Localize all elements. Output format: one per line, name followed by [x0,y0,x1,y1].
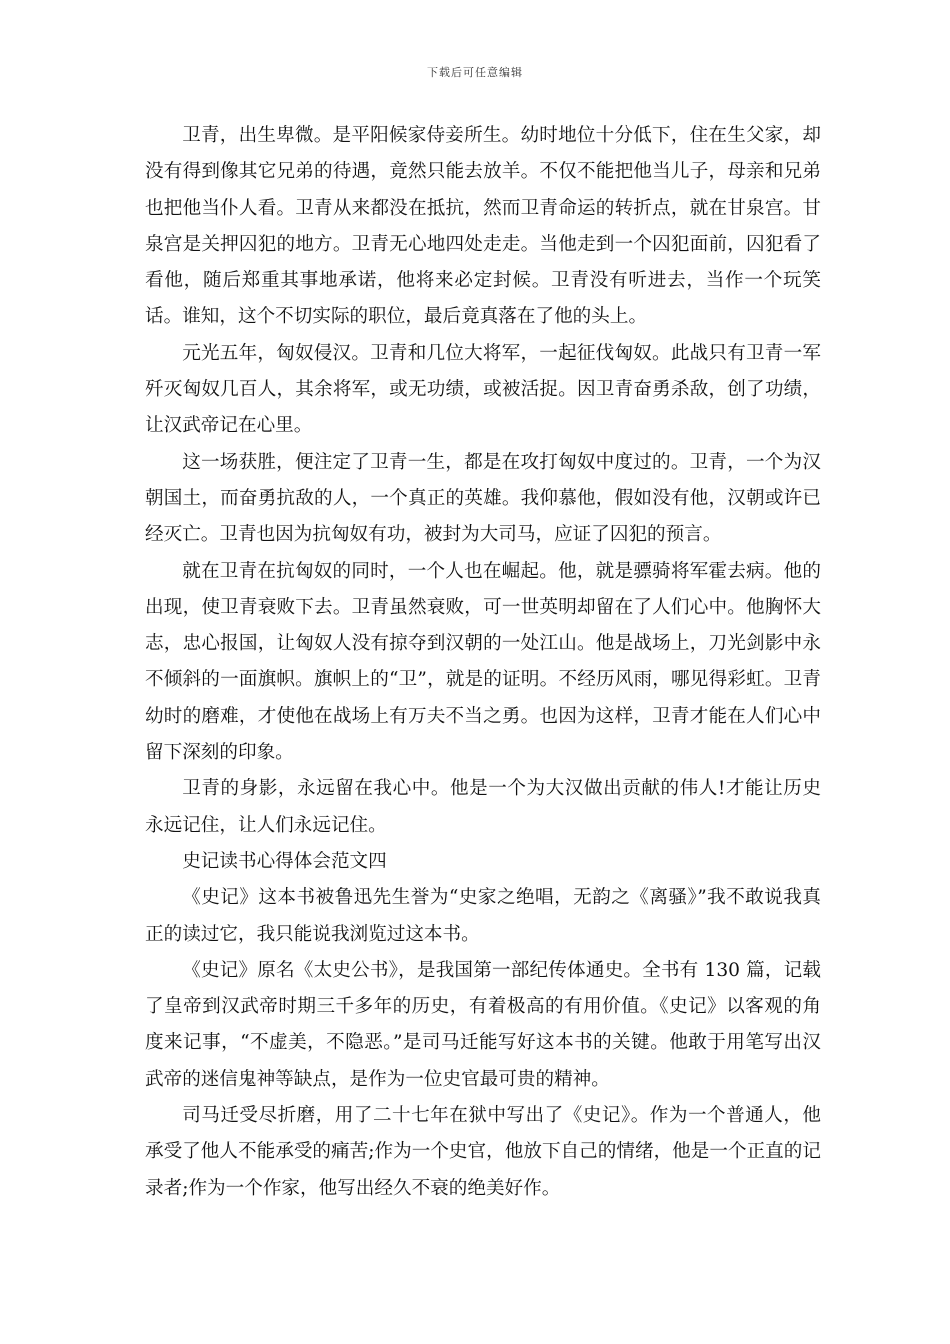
paragraph-weiqing-birth: 卫青，出生卑微。是平阳候家侍妾所生。幼时地位十分低下，住在生父家，却没有得到像其它兄弟的待遇，竟然只能去放羊。不仅不能把他当儿子，母亲和兄弟也把他当仆人看。卫青从来都没在抵抗，然而卫青命运的转折点，就在甘泉宫。甘泉宫是关押囚犯的地方。卫青无心地四处走走。当他走到一个囚犯面前，囚犯看了看他，随后郑重其事地承诺，他将来必定封候。卫青没有听进去，当作一个玩笑话。谁知，这个不切实际的职位，最后竟真落在了他的头上。 [145,125,821,328]
paragraph-simaqian: 司马迁受尽折磨，用了二十七年在狱中写出了《史记》。作为一个普通人，他承受了他人不能承受的痛苦;作为一个史官，他放下自己的情绪，他是一个正直的记录者;作为一个作家，他写出经久不衰的绝美好作。 [145,1105,821,1199]
document-body [145,118,821,1207]
paragraph-shiji-praise: 《史记》这本书被鲁迅先生誉为“史家之绝唱，无韵之《离骚》”我不敢说我真正的读过它，我只能说我浏览过这本书。 [145,887,821,945]
page-header: 下载后可任意编辑 [427,66,523,79]
paragraph-remembrance: 卫青的身影，永远留在我心中。他是一个为大汉做出贡献的伟人!才能让历史永远记住，让人们永远记住。 [145,778,821,836]
paragraph-victory: 这一场获胜，便注定了卫青一生，都是在攻打匈奴中度过的。卫青，一个为汉朝国土，而奋勇抗敌的人，一个真正的英雄。我仰慕他，假如没有他，汉朝或许已经灭亡。卫青也因为抗匈奴有功，被封为大司马，应证了囚犯的预言。 [145,451,821,546]
paragraph-yuanguang-war: 元光五年，匈奴侵汉。卫青和几位大将军，一起征伐匈奴。此战只有卫青一军歼灭匈奴几百人，其余将军，或无功绩，或被活捉。因卫青奋勇杀敌，创了功绩，让汉武帝记在心里。 [145,342,821,437]
section-heading: 史记读书心得体会范文四 [182,850,387,872]
paragraph-huoqubing: 就在卫青在抗匈奴的同时，一个人也在崛起。他，就是骠骑将军霍去病。他的出现，使卫青衰败下去。卫青虽然衰败，可一世英明却留在了人们心中。他胸怀大志，忠心报国，让匈奴人没有掠夺到汉朝的一处江山。他是战场上，刀光剑影中永不倾斜的一面旗帜。旗帜上的“卫”，就是的证明。不经历风雨，哪见得彩虹。卫青幼时的磨难，才使他在战场上有万夫不当之勇。也因为这样，卫青才能在人们心中留下深刻的印象。 [145,560,821,764]
paragraph-shiji-intro: 《史记》原名《太史公书》，是我国第一部纪传体通史。全书有 130 篇，记载了皇帝到汉武帝时期三千多年的历史，有着极高的有用价值。《史记》以客观的角度来记事，“不虚美，不隐恶。”是司马迁能写好这本书的关键。他敢于用笔写出汉武帝的迷信鬼神等缺点，是作为一位史官最可贵的精神。 [145,959,821,1090]
